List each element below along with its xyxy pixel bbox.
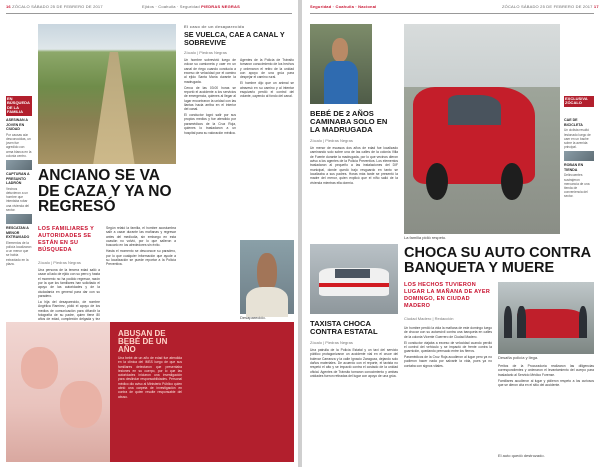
story2-kicker: El caso de un desaparecido (184, 24, 245, 29)
story3-byline: Zócalo | Piedras Negras (310, 340, 353, 345)
left-folio (6, 4, 103, 9)
side-item-head[interactable]: ROBAN EN TIENDA (564, 163, 584, 172)
story2-body-col2: Agentes de la Policía de Tránsito tomaron conocimiento de los hechos y ordenaron el retiro de la unidad con apoyo de una grúa para despejar el camino rural. El hombre dijo que un animal se atravesó en su camino y al intentar esquivarlo perdió el control del volante, cayendo al fondo del canal. (240, 58, 294, 99)
story3-body: Una patrulla de la Policía Estatal y un taxi del servicio público protagonizaron un accidente vial en el cruce del bulevar Carranza y la calle Ignacio Zaragoza, dejando solo daños materiales. De acuerdo con el reporte, el taxista no respetó el alto y se impactó contra el costado de la unidad oficial. Agentes de Tránsito tomaron conocimiento y ambas unidades fueron retiradas del lugar con apoyo de una grúa. (310, 348, 398, 379)
right-page (302, 0, 600, 467)
story3-headline: TAXISTA CHOCA CONTRA ESTATAL (310, 319, 378, 336)
left-sidebar (6, 116, 32, 266)
side-item-text: Elementos de la policía localizaron a un menor que se había extraviado en la plaza. (6, 240, 32, 266)
abuse-box-text: Una bebé de un año de edad fue atendida en la clínica del IMSS luego de que sus familiares detectaron que presentaba lesiones en su cuerpo, por lo que las autoridades iniciaron una investigación para deslindar responsabilidades. Personal médico dio aviso al Ministerio Público quien abrió una carpeta de investigación en contra de quien resulte responsable del abuso. (118, 356, 182, 399)
story2-body-col1: Un hombre sobrevivió luego de volcar su camioneta y caer en un canal de riego cuando conducía a exceso de velocidad por el camino al ejido Santa María durante la madrugada. Cerca de las 03:00 horas se reportó el accidente a los servicios de emergencia, quienes al llegar al lugar encontraron la unidad con las llantas hacia arriba en el interior del canal. El conductor logró salir por sus propios medios y fue atendido por paramédicos de la Cruz Roja, quienes lo trasladaron a un hospital para su valoración médica. (184, 58, 236, 135)
story2-body-col1: Un hombre perdió la vida la mañana de este domingo luego de chocar con su automóvil contra una banqueta en calles de la colonia Vicente Guerrero de Ciudad Madero. El conductor viajaba a exceso de velocidad cuando perdió el control del vehículo y se impactó de frente contra la guarnición, quedando prensado entre los fierros. Paramédicos de la Cruz Roja acudieron al lugar pero ya no pudieron hacer nada por salvarle la vida, pues ya no contaba con signos vitales. (404, 326, 492, 368)
crowd-caption: Desafía policía y llega. (498, 355, 539, 360)
side-item-head[interactable]: ASESINAN A JOVEN EN CIUDAD (6, 118, 28, 132)
side-badge: EN BÚSQUEDA DE LA FAMILIA (6, 96, 32, 116)
right-sections: Seguridad · Coahuila · Nacional (310, 4, 377, 9)
portrait-caption: Desaparecido. (240, 315, 266, 320)
main-body-col1: Una persona de la tercera edad salió a cazar al lado de ejido con su perro y hasta el momento no ha podido regresar, razón por la que los familiares han solicitado el apoyo de las autoridades y de la ciudadanía en general para dar con su paradero. La hija del desaparecido, de nombre Angélica Ramírez, pidió el apoyo de los medios de comunicación para difundir la fotografía de su padre, quien tiene 80 años de edad, complexión delgada y tez (38, 268, 100, 322)
field-photo (38, 24, 176, 164)
crash-photo (404, 24, 560, 234)
main-byline: Zócalo | Piedras Negras (38, 260, 81, 265)
right-side-badge: EXCLUSIVA ZÓCALO (564, 96, 594, 107)
bottom-caption: El auto quedó destrozado. (498, 453, 545, 458)
boy-photo (310, 24, 372, 104)
abuse-box (110, 322, 294, 462)
right-folio (502, 4, 599, 9)
story2-byline: Zócalo | Piedras Negras (184, 50, 227, 55)
crash-caption: La familia pidió respeto. (404, 235, 447, 240)
left-sections: Ejidos · Coahuila · Seguridad PIEDRAS NEGRAS (142, 4, 240, 9)
side-item-text: Vecinos detuvieron a un hombre que intentaba robar una vivienda del sector. (6, 186, 30, 212)
side-thumbnail (6, 160, 32, 170)
story1-headline: BEBÉ DE 2 AÑOS CAMINABA SOLO EN LA MADRUGADA (310, 109, 388, 134)
story2-headline: CHOCA SU AUTO CONTRA BANQUETA Y MUERE (404, 245, 591, 276)
side-thumbnail (564, 151, 594, 161)
story2-byline: Ciudad Madero | Redacción (404, 316, 454, 321)
folio-rule (310, 13, 594, 14)
side-item-head[interactable]: RESCATAN A MENOR EXTRAVIADO (6, 225, 30, 240)
page-number: 16 (6, 4, 11, 9)
side-item-text: Por causas aún desconocidas, un joven fue agredido con arma blanca en la colonia centro. (6, 133, 32, 158)
side-item-text: Delincuentes sustrajeron mercancía de una tienda de conveniencia del sector. (564, 173, 590, 199)
issue-date: SÁBADO 25 DE FEBRERO DE 2017 (31, 4, 103, 9)
side-item-text: Un ciclista resultó lesionado luego de caer en un bache sobre la avenida principal. (564, 128, 591, 149)
story1-body: Un menor de escasos dos años de edad fue localizado caminando solo sobre una de las calles de la colonia Villa de Fuente durante la madrugada, por lo que vecinos dieron aviso a los agentes de la Policía Preventiva. Los elementos trasladaron al pequeño a las instalaciones del DIF municipal, donde quedó bajo resguardo en tanto se localizaba a sus padres. Horas más tarde se presentó la madre del menor, quien explicó que el niño salió de la vivienda mientras ella dormía. (310, 146, 398, 185)
paper-name: ZÓCALO (502, 4, 520, 9)
main-body-col2: Según relató la familia, el hombre acostumbra salir a cazar durante las mañanas y regresar antes del mediodía, sin embargo en esta ocasión no volvió, por lo que salieron a buscarlo en los alrededores sin éxito. Hasta el momento se desconoce su paradero, por lo que cualquier información que ayude a su localización se puede reportar a la Policía Preventiva. (106, 226, 176, 267)
issue-date: SÁBADO 25 DE FEBRERO DE 2017 (520, 4, 593, 9)
story2-body-col2: Peritos de la Procuraduría realizaron las diligencias correspondientes y ordenaron el levantamiento del cuerpo para trasladarlo al Servicio Médico Forense. Familiares acudieron al lugar y pidieron respeto a los curiosos que se dieron cita en el sitio del accidente. (498, 364, 594, 387)
paper-name: ZÓCALO (12, 4, 30, 9)
taxi-photo (310, 244, 398, 314)
story2-headline: SE VUELCA, CAE A CANAL Y SOBREVIVE (184, 30, 285, 47)
side-thumbnail (6, 214, 32, 224)
folio-rule (6, 13, 292, 14)
crowd-photo (498, 282, 594, 354)
abuse-box-title: ABUSAN DE BEBÉ DE UN AÑO (118, 329, 168, 354)
left-page (0, 0, 298, 467)
side-item-head[interactable]: CAE DE BICICLETA (564, 118, 583, 127)
right-sidebar (564, 116, 594, 236)
story2-kicker: LOS HECHOS TUVIERON LUGAR LA MAÑANA DE AYER DOMINGO, EN CIUDAD MADERO (404, 282, 491, 309)
side-item-head[interactable]: CAPTURAN A PRESUNTO LADRÓN (6, 171, 30, 186)
main-headline: ANCIANO SE VA DE CAZA Y YA NO REGRESÓ (38, 167, 172, 215)
page-number: 17 (593, 4, 599, 9)
baby-photo (6, 322, 110, 462)
region-label: PIEDRAS NEGRAS (201, 4, 240, 9)
story1-byline: Zócalo | Piedras Negras (310, 138, 353, 143)
portrait-photo (240, 240, 294, 314)
main-kicker: LOS FAMILIARES Y AUTORIDADES SE ESTÁN EN SU BÚSQUEDA (38, 226, 94, 253)
